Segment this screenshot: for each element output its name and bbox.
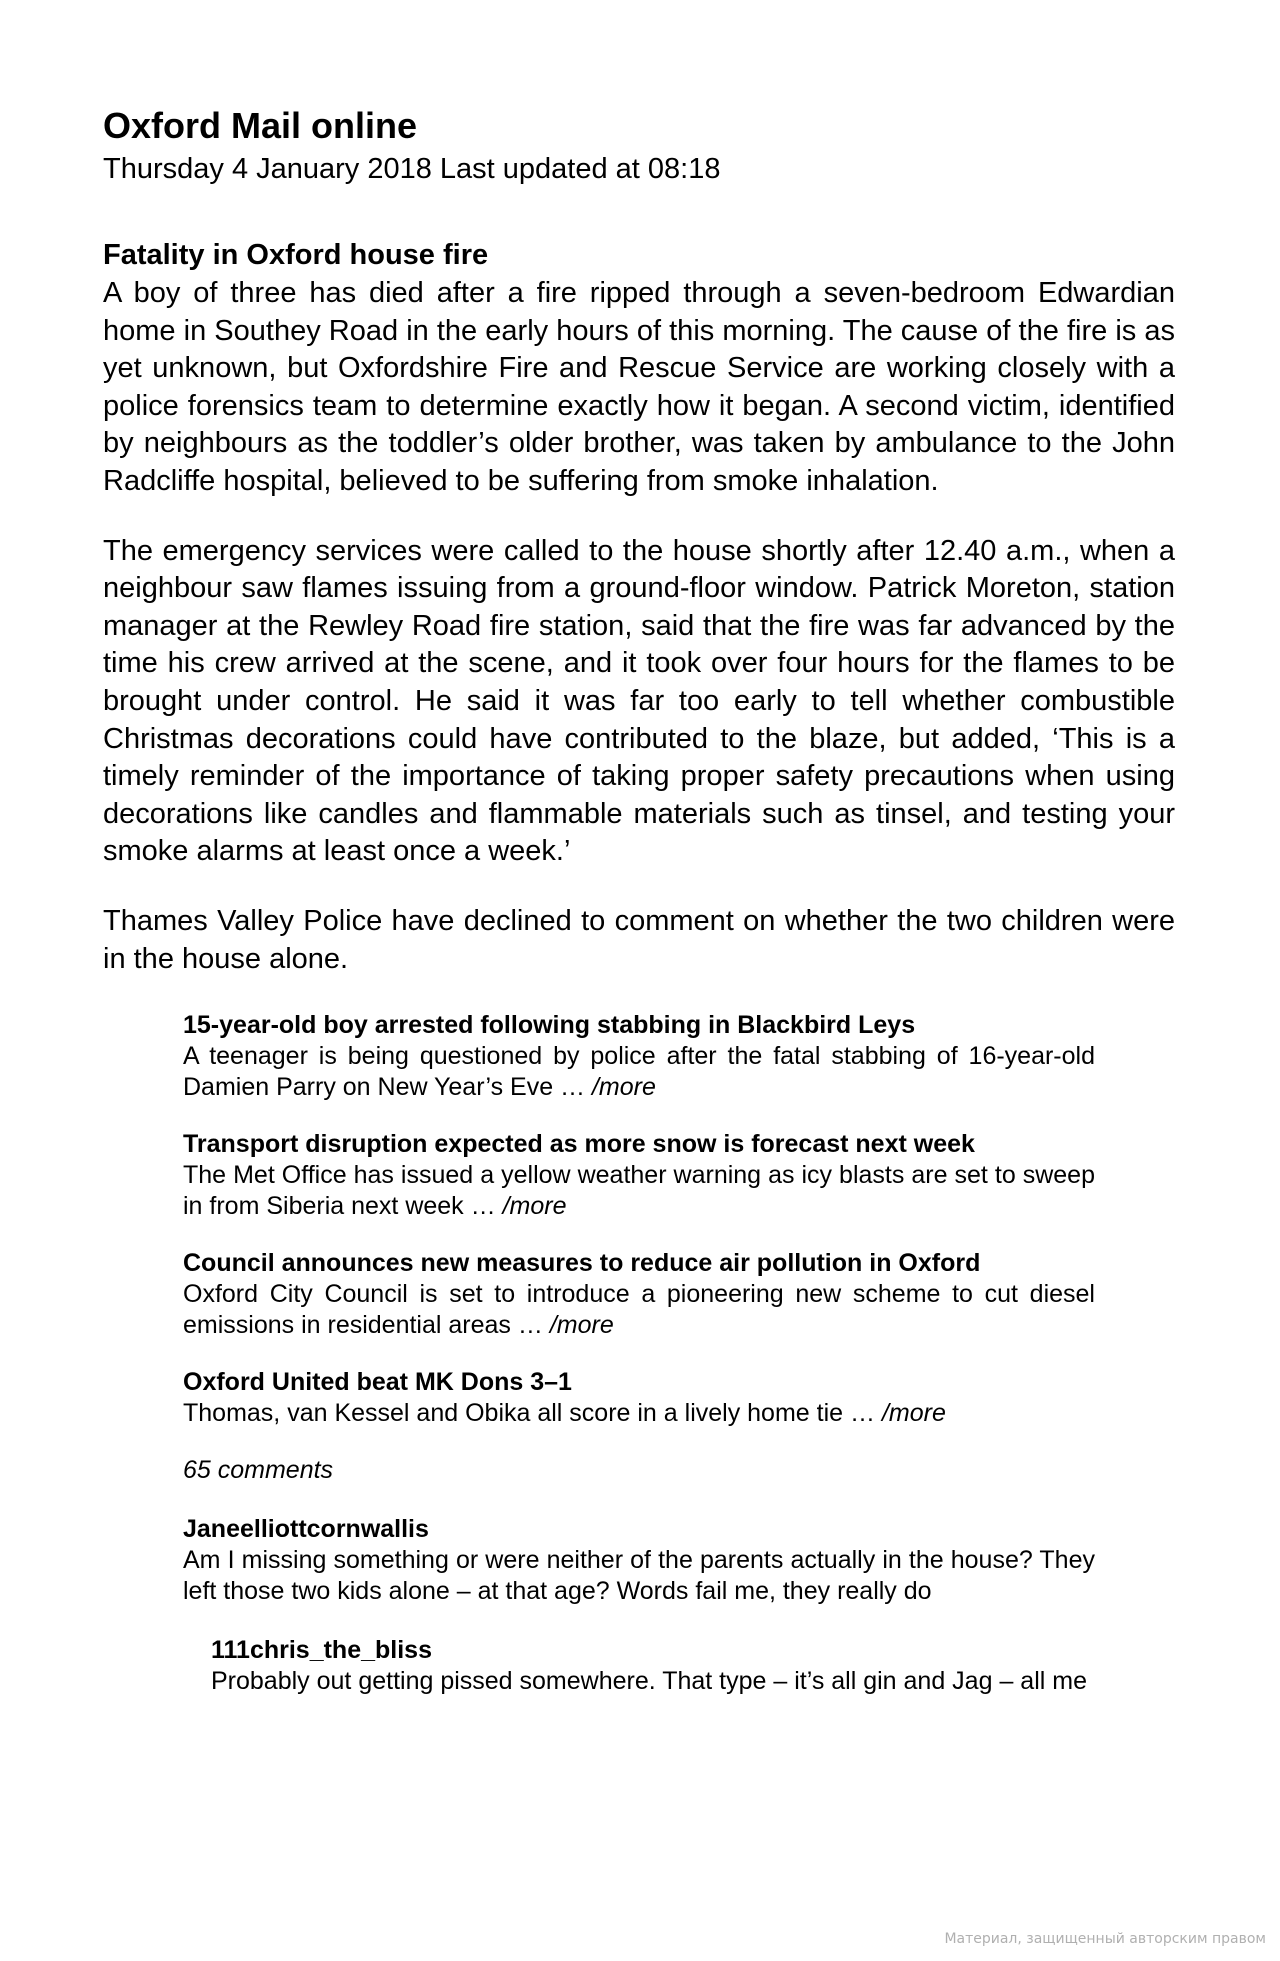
related-story-summary-text: The Met Office has issued a yellow weather warning as icy blasts are set to sweep in from Siberia next week … bbox=[183, 1161, 1095, 1221]
more-link[interactable]: /more bbox=[502, 1192, 567, 1221]
comment-text: Am I missing something or were neither of the parents actually in the house? They left those two kids alone – at that age? Words fail me, they really do bbox=[183, 1546, 1095, 1606]
article-headline: Fatality in Oxford house fire bbox=[103, 239, 489, 271]
related-story-title[interactable]: 15-year-old boy arrested following stabbing in Blackbird Leys bbox=[183, 1011, 916, 1040]
more-link[interactable]: /more bbox=[549, 1311, 614, 1340]
comment-author[interactable]: 111chris_the_bliss bbox=[211, 1636, 432, 1665]
related-story-summary-text: A teenager is being questioned by police after the fatal stabbing of 16-year-old Damien Parry on New Year’s Eve … bbox=[183, 1042, 1095, 1102]
related-story-title[interactable]: Oxford United beat MK Dons 3–1 bbox=[183, 1368, 572, 1397]
related-story bbox=[183, 1129, 1095, 1222]
article-paragraph: Thames Valley Police have declined to comment on whether the two children were in the house alone. bbox=[103, 904, 1175, 975]
site-title: Oxford Mail online bbox=[103, 105, 418, 146]
comment bbox=[183, 1514, 1095, 1607]
related-story-summary bbox=[183, 1279, 1095, 1341]
dateline: Thursday 4 January 2018 Last updated at 08:18 bbox=[103, 153, 721, 185]
related-story-summary bbox=[183, 1160, 1095, 1222]
page bbox=[103, 105, 1175, 1725]
more-link[interactable]: /more bbox=[591, 1073, 656, 1102]
related-story bbox=[183, 1367, 1095, 1429]
article-paragraph: The emergency services were called to the house shortly after 12.40 a.m., when a neighbour saw flames issuing from a ground-floor window. Patrick Moreton, station manager at the Rewley Road fire station, said that the fire was far advanced by the time his crew arrived at the scene, and it took over four hours for the flames to be brought under control. He said it was far too early to tell whether combustible Christmas decorations could have contributed to the blaze, but added, ‘This is a timely reminder of the importance of taking proper safety precautions when using decorations like candles and flammable materials such as tinsel, and testing your smoke alarms at least once a week.’ bbox=[103, 534, 1175, 868]
related-story-summary-text: Thomas, van Kessel and Obika all score in a lively home tie … bbox=[183, 1399, 882, 1428]
comment-text: Probably out getting pissed somewhere. That type – it’s all gin and Jag – all me bbox=[211, 1667, 1087, 1696]
related-story-title[interactable]: Transport disruption expected as more snow is forecast next week bbox=[183, 1130, 975, 1159]
comment-reply bbox=[211, 1635, 1095, 1697]
comments-count[interactable]: 65 comments bbox=[183, 1456, 334, 1485]
related-story-title[interactable]: Council announces new measures to reduce air pollution in Oxford bbox=[183, 1249, 981, 1278]
related-stories bbox=[183, 1010, 1095, 1697]
copyright-watermark: Материал, защищенный авторским правом bbox=[944, 1931, 1266, 1947]
article-paragraph: A boy of three has died after a fire ripped through a seven-bedroom Edwardian home in Southey Road in the early hours of this morning. The cause of the fire is as yet unknown, but Oxfordshire Fire and Rescue Service are working closely with a police forensics team to determine exactly how it began. A second victim, identified by neighbours as the toddler’s older brother, was taken by ambulance to the John Radcliffe hospital, believed to be suffering from smoke inhalation. bbox=[103, 277, 1175, 497]
related-story bbox=[183, 1010, 1095, 1103]
related-story-summary bbox=[183, 1041, 1095, 1103]
more-link[interactable]: /more bbox=[881, 1399, 946, 1428]
related-story-summary-text: Oxford City Council is set to introduce a pioneering new scheme to cut diesel emissions in residential areas … bbox=[183, 1280, 1095, 1340]
comment-author[interactable]: Janeelliottcornwallis bbox=[183, 1515, 429, 1544]
related-story-summary bbox=[183, 1398, 1095, 1429]
related-story bbox=[183, 1248, 1095, 1341]
article-body bbox=[103, 275, 1175, 978]
